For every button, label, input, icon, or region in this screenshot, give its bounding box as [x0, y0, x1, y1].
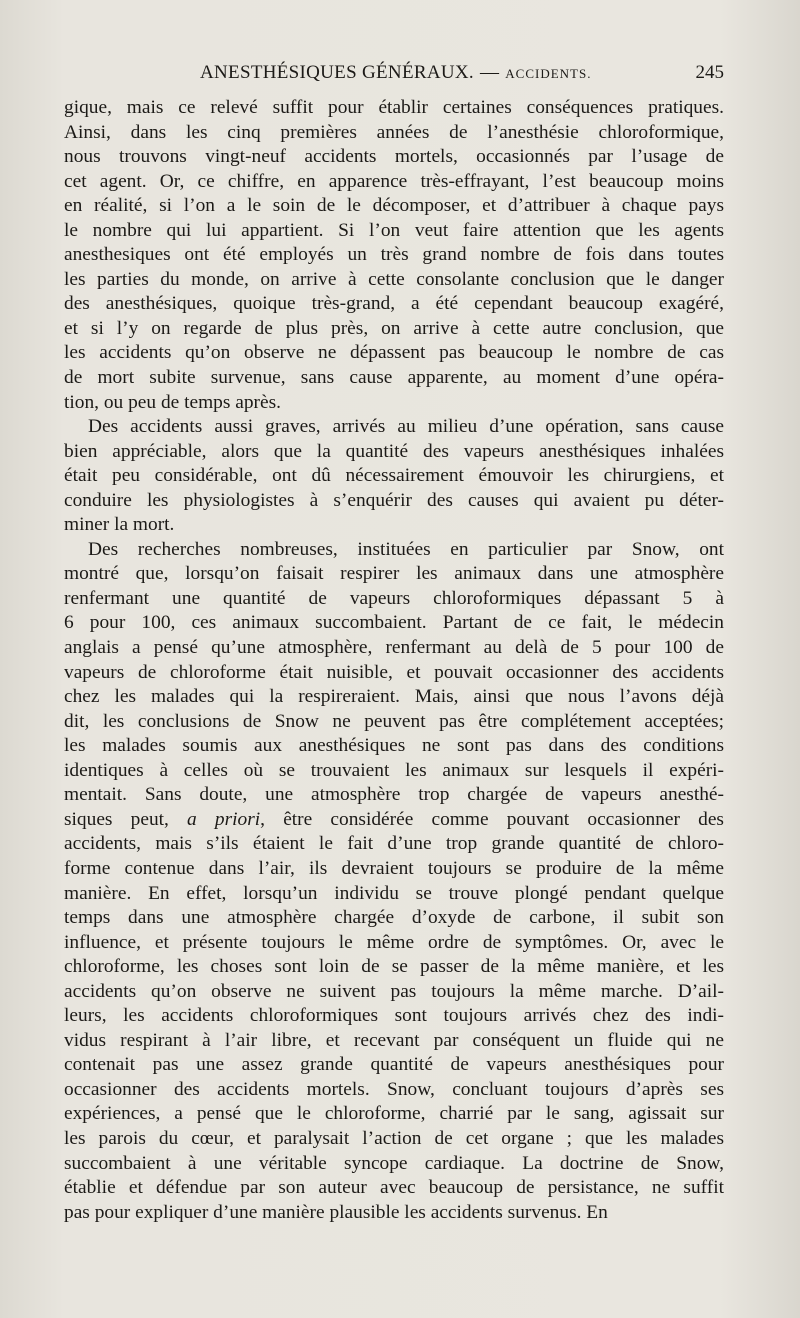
text-line: et si l’y on regarde de plus près, on arrive à cette autre conclusion, que: [64, 317, 724, 339]
text-line: vidus respirant à l’air libre, et recevant par conséquent un fluide qui ne: [64, 1029, 724, 1051]
text-line: Des recherches nombreuses, instituées en particulier par Snow, ont: [88, 538, 724, 560]
header-title: ANESTHÉSIQUES GÉNÉRAUX.: [200, 62, 474, 83]
header-dash: —: [479, 62, 500, 83]
text-line: influence, et présente toujours le même ordre de symptômes. Or, avec le: [64, 931, 724, 953]
text-line: renfermant une quantité de vapeurs chloroformiques dépassant 5 à: [64, 587, 724, 609]
text-line: nous trouvons vingt-neuf accidents mortels, occasionnés par l’usage de: [64, 146, 724, 168]
text-line: conduire les physiologistes à s’enquérir des causes qui avaient pu déter-: [64, 489, 724, 511]
text-line: chloroforme, les choses sont loin de se passer de la même manière, et les: [64, 956, 724, 978]
text-line: anglais a pensé qu’une atmosphère, renfermant au delà de 5 pour 100 de: [64, 637, 724, 659]
paragraph: [64, 538, 724, 1225]
text-line: était peu considérable, ont dû nécessairement émouvoir les chirurgiens, et: [64, 465, 724, 487]
text-line: forme contenue dans l’air, ils devraient toujours se produire de la même: [64, 857, 724, 879]
page-number: 245: [695, 62, 724, 83]
text-line: vapeurs de chloroforme était nuisible, et pouvait occasionner des accidents: [64, 661, 724, 683]
header-section: ACCIDENTS.: [505, 66, 592, 81]
text-line: identiques à celles où se trouvaient les animaux sur lesquels il expéri-: [64, 759, 724, 781]
text-line: le nombre qui lui appartient. Si l’on veut faire attention que les agents: [64, 219, 724, 241]
text-line: les accidents qu’on observe ne dépassent pas beaucoup le nombre de cas: [64, 342, 724, 364]
text-line: accidents, mais s’ils étaient le fait d’une trop grande quantité de chloro-: [64, 833, 724, 855]
text-line: bien appréciable, alors que la quantité des vapeurs anesthésiques inhalées: [64, 440, 724, 462]
text-line: miner la mort.: [64, 514, 175, 536]
text-line: les malades soumis aux anesthésiques ne sont pas dans des conditions: [64, 735, 724, 757]
text-line: 6 pour 100, ces animaux succombaient. Partant de ce fait, le médecin: [64, 612, 724, 634]
text-line: expériences, a pensé que le chloroforme, charrié par le sang, agissait sur: [64, 1103, 724, 1125]
text-line: établie et défendue par son auteur avec beaucoup de persistance, ne suffit: [64, 1177, 724, 1199]
text-line: mentait. Sans doute, une atmosphère trop chargée de vapeurs anesthé-: [64, 784, 724, 806]
text-line: chez les malades qui la respireraient. Mais, ainsi que nous l’avons déjà: [64, 686, 724, 708]
text-line: de mort subite survenue, sans cause apparente, au moment d’une opéra-: [64, 367, 724, 389]
text-line: contenait pas une assez grande quantité de vapeurs anesthésiques pour: [64, 1054, 724, 1076]
text-line: en réalité, si l’on a le soin de le décomposer, et d’attribuer à chaque pays: [64, 195, 724, 217]
text-line: anesthesiques ont été employés un très grand nombre de fois dans toutes: [64, 244, 724, 266]
text-line: Ainsi, dans les cinq premières années de l’anesthésie chloroformique,: [64, 121, 724, 143]
text-line: temps dans une atmosphère chargée d’oxyde de carbone, il subit son: [64, 907, 724, 929]
text-line: occasionner des accidents mortels. Snow, concluant toujours d’après ses: [64, 1078, 724, 1100]
paragraph: [64, 96, 724, 415]
text-line: dit, les conclusions de Snow ne peuvent pas être complétement acceptées;: [64, 710, 724, 732]
text-line: tion, ou peu de temps après.: [64, 391, 282, 413]
running-header: [200, 62, 724, 90]
text-line: manière. En effet, lorsqu’un individu se trouve plongé pendant quelque: [64, 882, 724, 904]
text-line: Des accidents aussi graves, arrivés au milieu d’une opération, sans cause: [88, 416, 724, 438]
text-line: cet agent. Or, ce chiffre, en apparence très-effrayant, l’est beaucoup moins: [64, 170, 724, 192]
text-line: leurs, les accidents chloroformiques sont toujours arrivés chez des indi-: [64, 1005, 724, 1027]
text-line: des anesthésiques, quoique très-grand, a été cependant beaucoup exagéré,: [64, 293, 724, 315]
running-title: [200, 62, 591, 84]
body-text: [64, 96, 724, 1225]
text-line: les parties du monde, on arrive à cette consolante conclusion que le danger: [64, 268, 724, 290]
text-line: accidents qu’on observe ne suivent pas toujours la même marche. D’ail-: [64, 980, 724, 1002]
text-line: siques peut, a priori, être considérée comme pouvant occasionner des: [64, 808, 724, 830]
text-line: les parois du cœur, et paralysait l’action de cet organe ; que les malades: [64, 1127, 724, 1149]
text-line: gique, mais ce relevé suffit pour établir certaines conséquences pratiques.: [64, 97, 724, 118]
text-line: pas pour expliquer d’une manière plausible les accidents survenus. En: [64, 1201, 608, 1223]
text-line: montré que, lorsqu’on faisait respirer les animaux dans une atmosphère: [64, 563, 724, 585]
paragraph: [64, 415, 724, 538]
text-line: succombaient à une véritable syncope cardiaque. La doctrine de Snow,: [64, 1152, 724, 1174]
